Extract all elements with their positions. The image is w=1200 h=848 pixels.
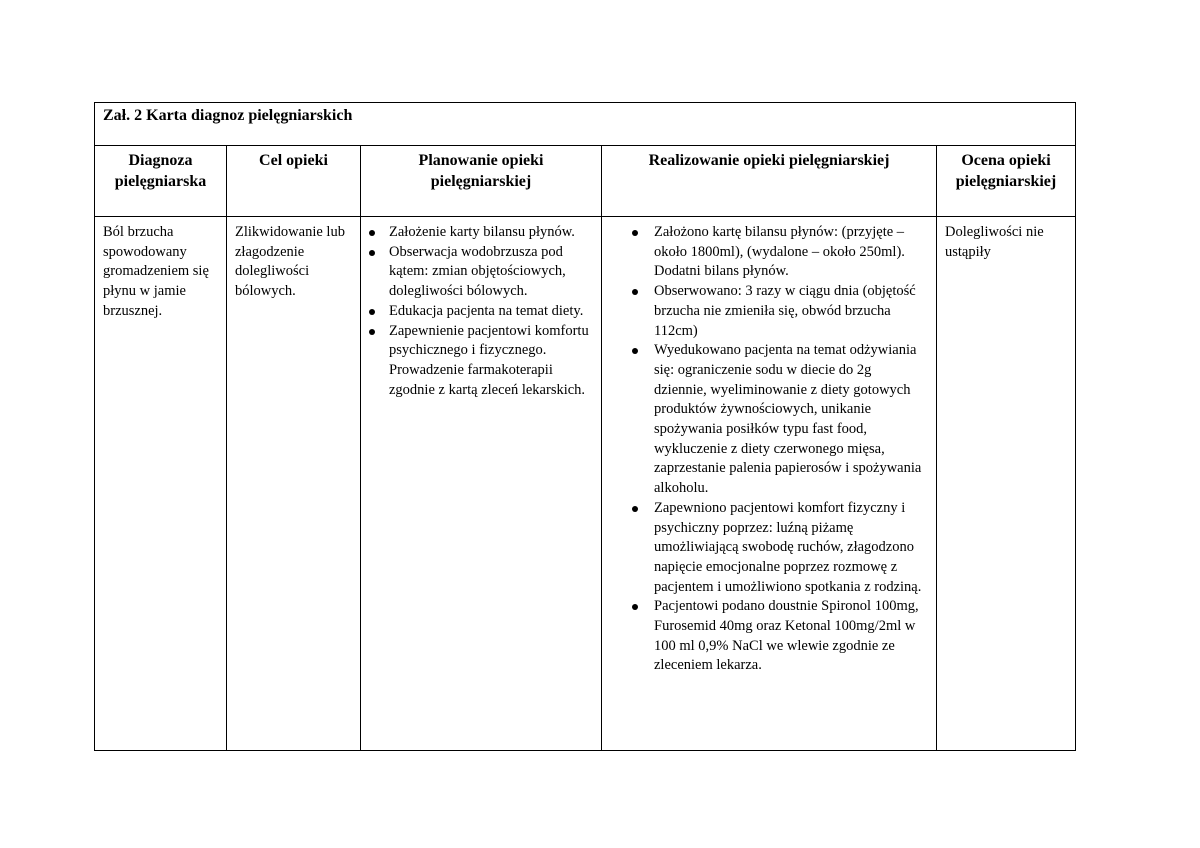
list-item: Obserwowano: 3 razy w ciągu dnia (objętość brzucha nie zmieniła się, obwód brzucha 112cm) [602,282,930,341]
header-realizowanie: Realizowanie opieki pielęgniarskiej [602,146,937,217]
header-ocena: Ocena opieki pielęgniarskiej [937,146,1076,217]
list-item: Pacjentowi podano doustnie Spironol 100mg, Furosemid 40mg oraz Ketonal 100mg/2ml w 100 ml 0,9% NaCl we wlewie zgodnie ze zleceniem lekarza. [602,597,930,676]
header-row [95,146,1076,217]
ocena-text: Dolegliwości nie ustąpiły [945,224,1044,260]
table-row [95,217,1076,751]
list-item: Zapewnienie pacjentowi komfortu psychicznego i fizycznego. Prowadzenie farmakoterapii zgodnie z kartą zleceń lekarskich. [361,322,595,401]
header-cel-opieki: Cel opieki [227,146,361,217]
diagnoza-text: Ból brzucha spowodowany gromadzeniem się płynu w jamie brzusznej. [103,224,209,319]
planowanie-list [361,223,595,400]
cel-text: Zlikwidowanie lub złagodzenie dolegliwości bólowych. [235,224,345,300]
table-title: Zał. 2 Karta diagnoz pielęgniarskich [95,103,1076,146]
cell-ocena [937,217,1076,751]
header-diagnoza: Diagnoza pielęgniarska [95,146,227,217]
cell-planowanie [361,217,602,751]
cell-cel [227,217,361,751]
cell-diagnoza [95,217,227,751]
header-planowanie: Planowanie opieki pielęgniarskiej [361,146,602,217]
title-row [95,103,1076,146]
list-item: Zapewniono pacjentowi komfort fizyczny i psychiczny poprzez: luźną piżamę umożliwiającą swobodę ruchów, złagodzono napięcie emocjonalne poprzez rozmowę z pacjentem i umożliwiono spotkania z rodziną. [602,499,930,598]
list-item: Założenie karty bilansu płynów. [361,223,595,243]
cell-realizowanie [602,217,937,751]
list-item: Założono kartę bilansu płynów: (przyjęte – około 1800ml), (wydalone – około 250ml). Dodatni bilans płynów. [602,223,930,282]
realizowanie-list [602,223,930,676]
list-item: Wyedukowano pacjenta na temat odżywiania się: ograniczenie sodu w diecie do 2g dziennie, wyeliminowanie z diety gotowych produktów żywnościowych, unikanie spożywania posiłków typu fast food, wykluczenie z diety czerwonego mięsa, zaprzestanie palenia papierosów i spożywania alkoholu. [602,341,930,499]
list-item: Obserwacja wodobrzusza pod kątem: zmian objętościowych, dolegliwości bólowych. [361,243,595,302]
nursing-diagnosis-table [94,102,1076,751]
list-item: Edukacja pacjenta na temat diety. [361,302,595,322]
